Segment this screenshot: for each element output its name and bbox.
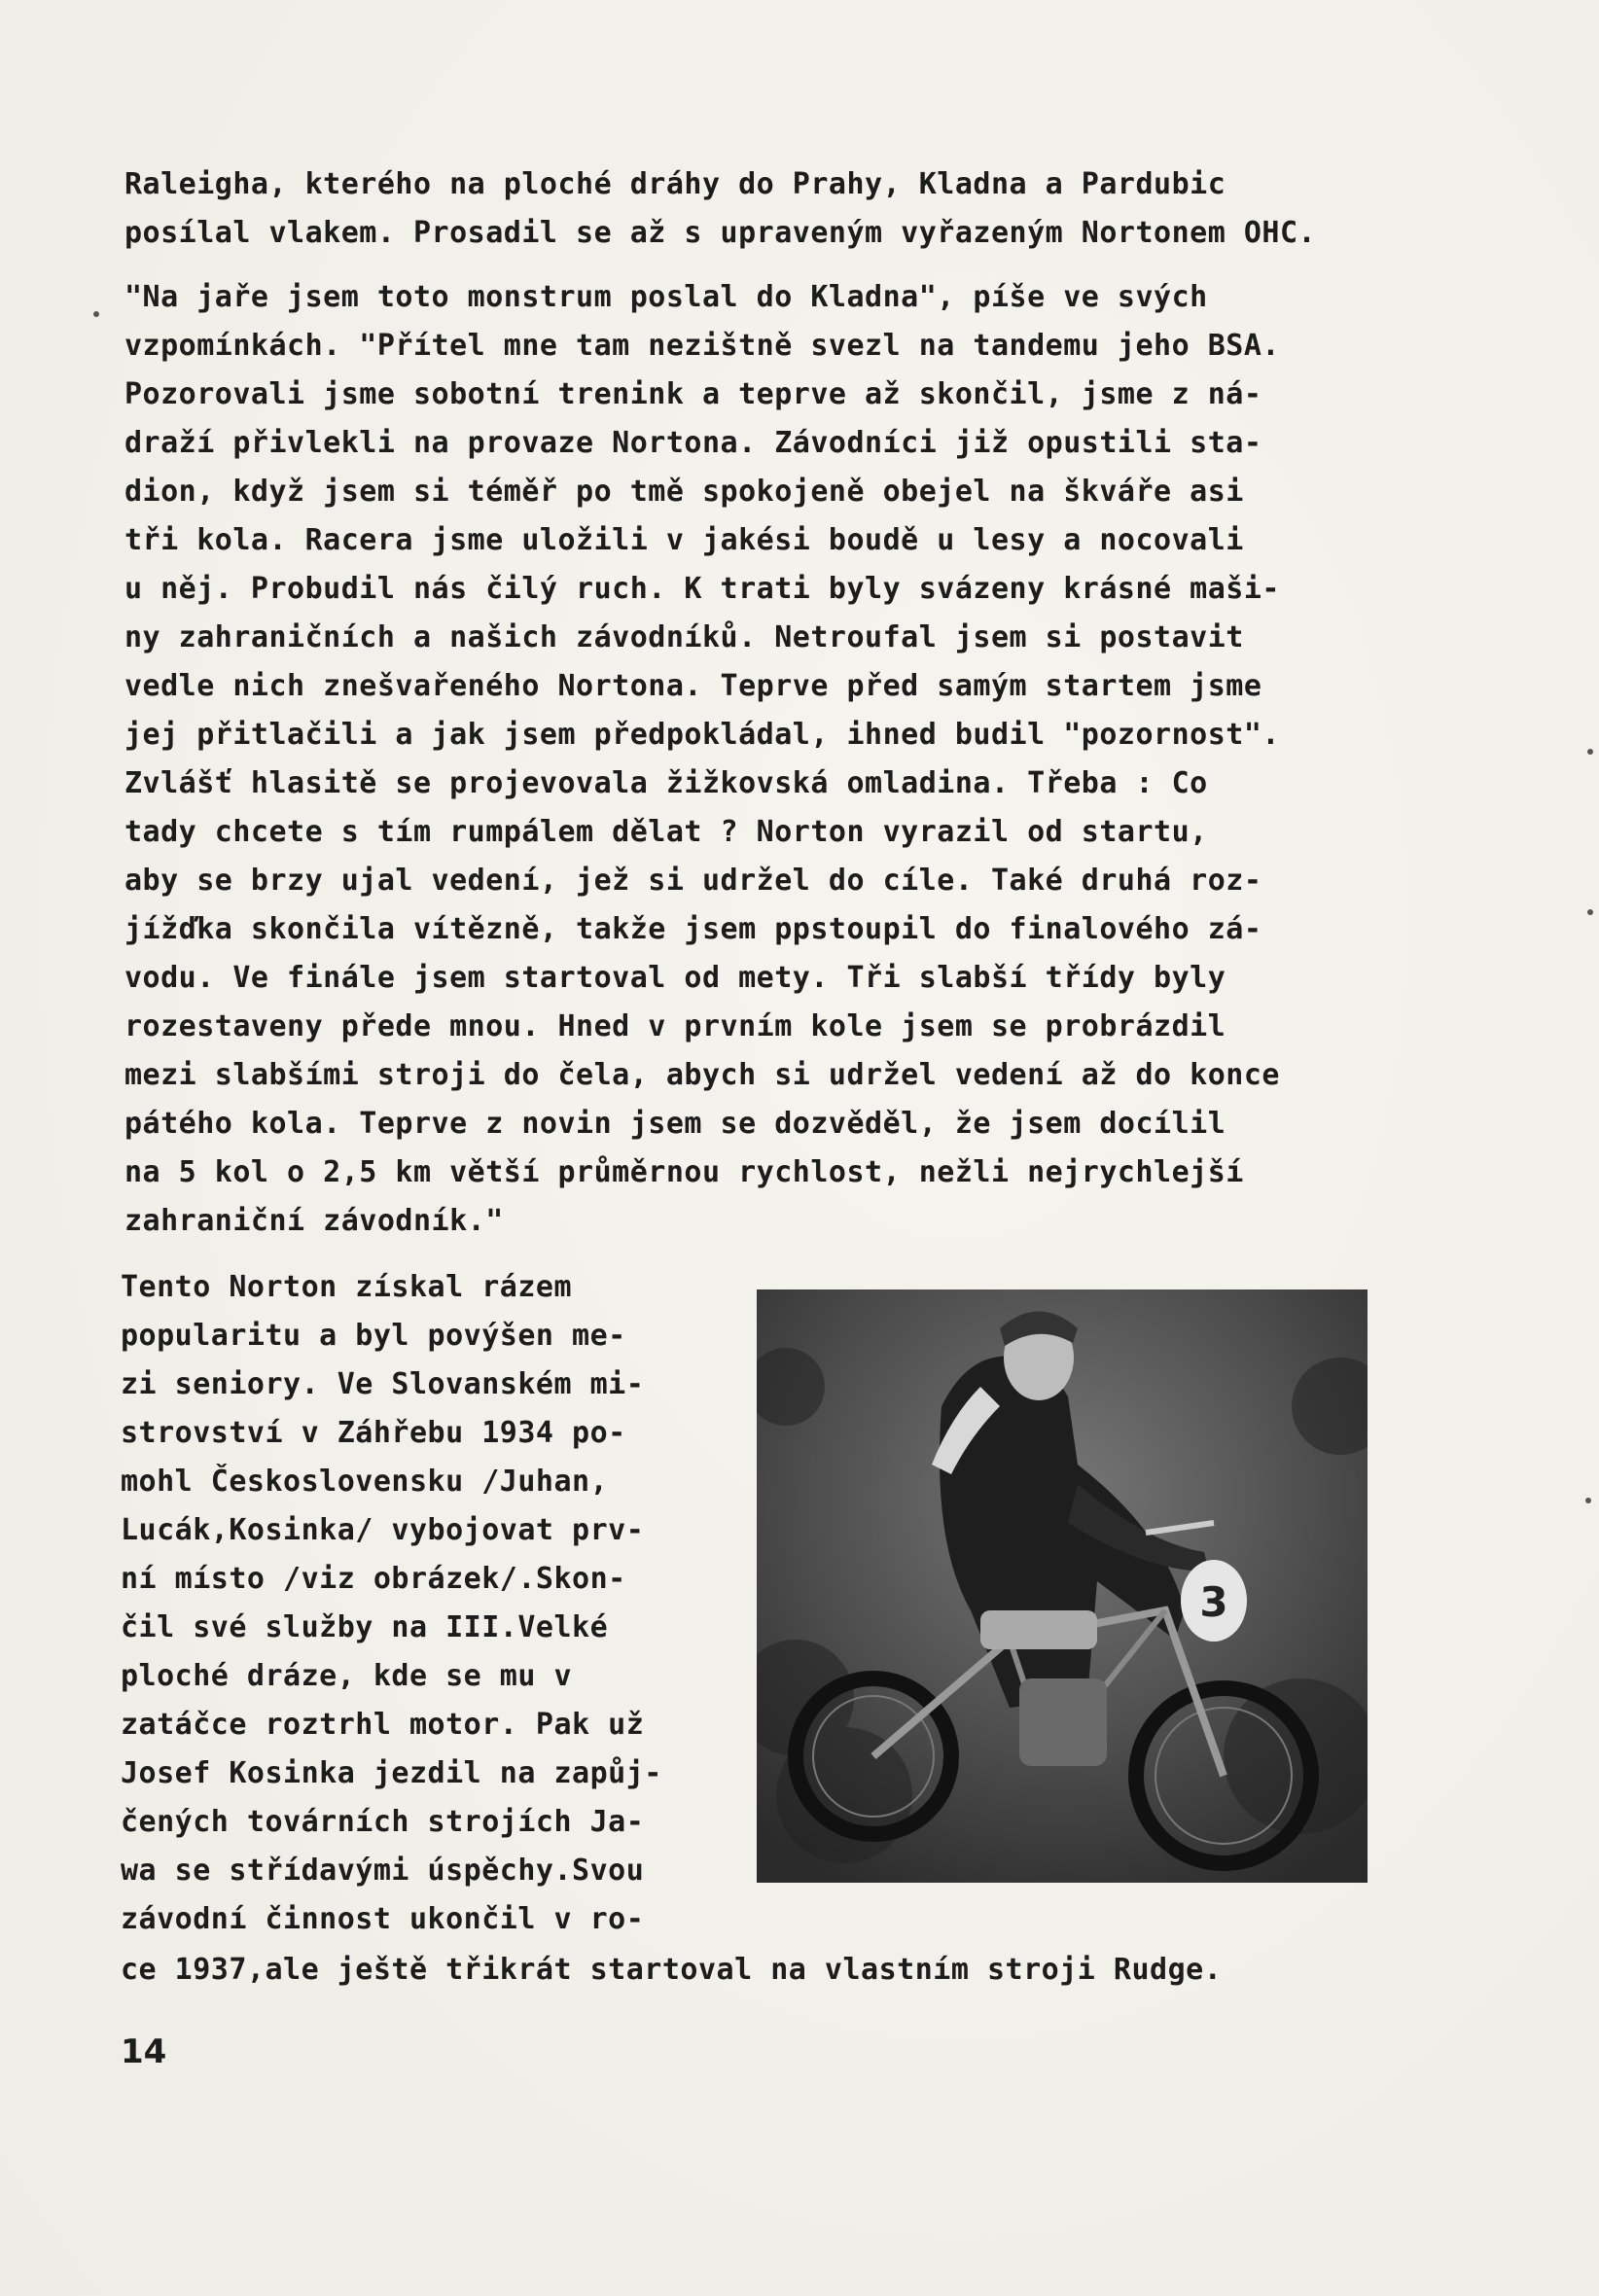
side-text-line: mohl Československu /Juhan, [121,1465,609,1499]
number-plate-text: 3 [1199,1578,1228,1626]
text-line: vzpomínkách. "Přítel mne tam nezištně svezl na tandemu jeho BSA. [124,329,1280,363]
side-text-line: Lucák,Kosinka/ vybojovat prv- [121,1513,645,1547]
text-line: pátého kola. Teprve z novin jsem se dozvěděl, že jsem docílil [124,1107,1226,1141]
side-text-line: ploché dráze, kde se mu v [121,1659,573,1693]
scan-speck [1587,749,1593,755]
photo-graphic [757,1289,1368,1883]
scan-speck [1587,909,1593,915]
side-text-line: popularitu a byl povýšen me- [121,1319,626,1353]
text-line: aby se brzy ujal vedení, jež si udržel do cíle. Také druhá roz- [124,864,1262,898]
scan-speck [93,311,99,317]
text-line: ny zahraničních a našich závodníků. Netroufal jsem si postavit [124,620,1244,654]
text-line: tady chcete s tím rumpálem dělat ? Norton vyrazil od startu, [124,815,1208,849]
scan-speck [1585,1498,1591,1503]
side-text-line: Tento Norton získal rázem [121,1270,573,1304]
text-line: tři kola. Racera jsme uložili v jakési boudě u lesy a nocovali [124,523,1244,557]
side-text-line: čených továrních strojích Ja- [121,1805,645,1839]
page-number: 14 [121,2032,167,2071]
text-line: na 5 kol o 2,5 km větší průměrnou rychlost, nežli nejrychlejší [124,1155,1244,1189]
text-line: u něj. Probudil nás čilý ruch. K trati byly svázeny krásné maši- [124,572,1280,606]
text-line: vedle nich znešvařeného Nortona. Teprve před samým startem jsme [124,669,1262,703]
text-line: Pozorovali jsme sobotní trenink a teprve až skončil, jsme z ná- [124,377,1262,411]
side-text-line: zi seniory. Ve Slovanském mi- [121,1367,645,1401]
side-text-line: Josef Kosinka jezdil na zapůj- [121,1756,662,1790]
motorcycle-racer-photo [757,1289,1368,1883]
side-text-line: čil své služby na III.Velké [121,1610,609,1644]
text-line: Zvlášť hlasitě se projevovala žižkovská omladina. Třeba : Co [124,766,1208,800]
text-line: rozestaveny přede mnou. Hned v prvním kole jsem se probrázdil [124,1009,1226,1043]
text-line: mezi slabšími stroji do čela, abych si udržel vedení až do konce [124,1058,1280,1092]
side-text-line: ní místo /viz obrázek/.Skon- [121,1562,626,1596]
side-text-line: zatáčce roztrhl motor. Pak už [121,1708,645,1742]
side-text-line: ce 1937,ale ještě třikrát startoval na vlastním stroji Rudge. [121,1953,1223,1987]
text-line: draží přivlekli na provaze Nortona. Závodníci již opustili sta- [124,426,1262,460]
side-text-line: strovství v Záhřebu 1934 po- [121,1416,626,1450]
side-text-line: wa se střídavými úspěchy.Svou [121,1854,645,1888]
text-line: jížďka skončila vítězně, takže jsem ppstoupil do finalového zá- [124,912,1262,946]
text-line: "Na jaře jsem toto monstrum poslal do Kladna", píše ve svých [124,280,1208,314]
text-line: dion, když jsem si téměř po tmě spokojeně obejel na škváře asi [124,475,1244,509]
text-line: Raleigha, kterého na ploché dráhy do Prahy, Kladna a Pardubic [124,167,1226,201]
text-line: posílal vlakem. Prosadil se až s upraveným vyřazeným Nortonem OHC. [124,216,1317,250]
text-line: zahraniční závodník." [124,1204,504,1238]
text-line: vodu. Ve finále jsem startoval od mety. Tři slabší třídy byly [124,961,1226,995]
text-line: jej přitlačili a jak jsem předpokládal, ihned budil "pozornost". [124,718,1280,752]
side-text-line: závodní činnost ukončil v ro- [121,1902,645,1936]
